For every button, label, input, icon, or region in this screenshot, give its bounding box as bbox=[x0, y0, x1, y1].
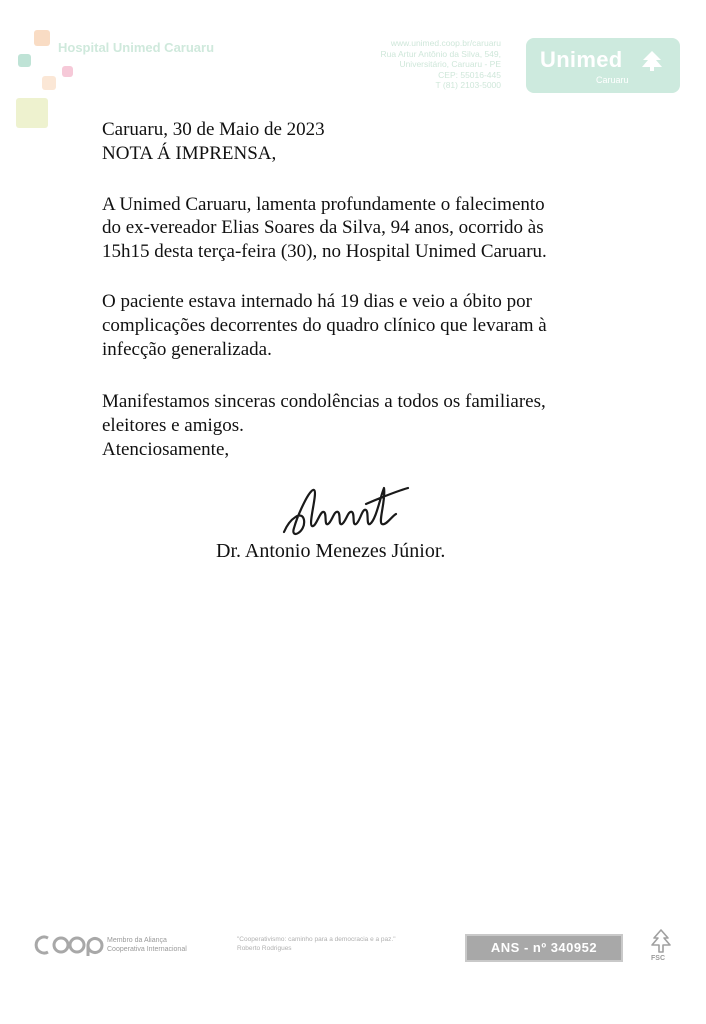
coop-membership-text bbox=[107, 936, 187, 954]
fsc-label: FSC bbox=[651, 955, 665, 962]
logo-square-yellow bbox=[16, 98, 48, 128]
fsc-tree-icon bbox=[646, 928, 676, 954]
paragraph-2-line-3: infecção generalizada. bbox=[102, 339, 272, 360]
closing-line: Atenciosamente, bbox=[102, 439, 230, 460]
coop-logo bbox=[34, 930, 109, 960]
cooperativism-quote bbox=[237, 936, 396, 953]
hospital-name: Hospital Unimed Caruaru bbox=[58, 40, 215, 55]
unimed-brand: Unimed bbox=[540, 47, 623, 72]
unimed-tree-icon bbox=[640, 50, 664, 72]
logo-square-orange bbox=[34, 30, 50, 46]
logo-square-pink bbox=[62, 66, 73, 77]
paragraph-1-line-2: do ex-vereador Elias Soares da Silva, 94 anos, ocorrido às bbox=[102, 217, 544, 238]
district-text: Universitário, Caruaru - PE bbox=[399, 59, 501, 70]
coop-line-1: Membro da Aliança bbox=[107, 937, 167, 944]
paragraph-1-line-1: A Unimed Caruaru, lamenta profundamente o falecimento bbox=[102, 194, 545, 215]
zip-text: CEP: 55016-445 bbox=[438, 69, 501, 80]
paragraph-2-line-2: complicações decorrentes do quadro clínico que levaram à bbox=[102, 315, 547, 336]
quote-author: Roberto Rodrigues bbox=[237, 944, 292, 952]
coop-line-2: Cooperativa Internacional bbox=[107, 946, 187, 953]
date-line: Caruaru, 30 de Maio de 2023 bbox=[102, 119, 325, 140]
logo-square-teal bbox=[18, 54, 31, 67]
signer-name: Dr. Antonio Menezes Júnior. bbox=[216, 540, 446, 562]
phone-text: T (81) 2103-5000 bbox=[435, 80, 501, 91]
website-text: www.unimed.coop.br/caruaru bbox=[390, 38, 501, 48]
signature-icon bbox=[280, 470, 415, 550]
letter-heading: NOTA Á IMPRENSA, bbox=[102, 143, 277, 164]
quote-line-1: "Cooperativismo: caminho para a democracia e a paz." bbox=[237, 936, 396, 943]
address-block bbox=[381, 38, 502, 91]
unimed-logo bbox=[526, 38, 680, 93]
logo-square-peach bbox=[42, 76, 56, 90]
street-text: Rua Artur Antônio da Silva, 549, bbox=[380, 48, 501, 59]
paragraph-2-line-1: O paciente estava internado há 19 dias e veio a óbito por bbox=[102, 291, 532, 312]
paragraph-3-line-2: eleitores e amigos. bbox=[102, 415, 244, 436]
unimed-city: Caruaru bbox=[596, 75, 629, 85]
ans-registration-badge: ANS - nº 340952 bbox=[465, 934, 623, 962]
paragraph-1-line-3: 15h15 desta terça-feira (30), no Hospital Unimed Caruaru. bbox=[102, 241, 547, 262]
paragraph-3-line-1: Manifestamos sinceras condolências a todos os familiares, bbox=[102, 391, 546, 412]
